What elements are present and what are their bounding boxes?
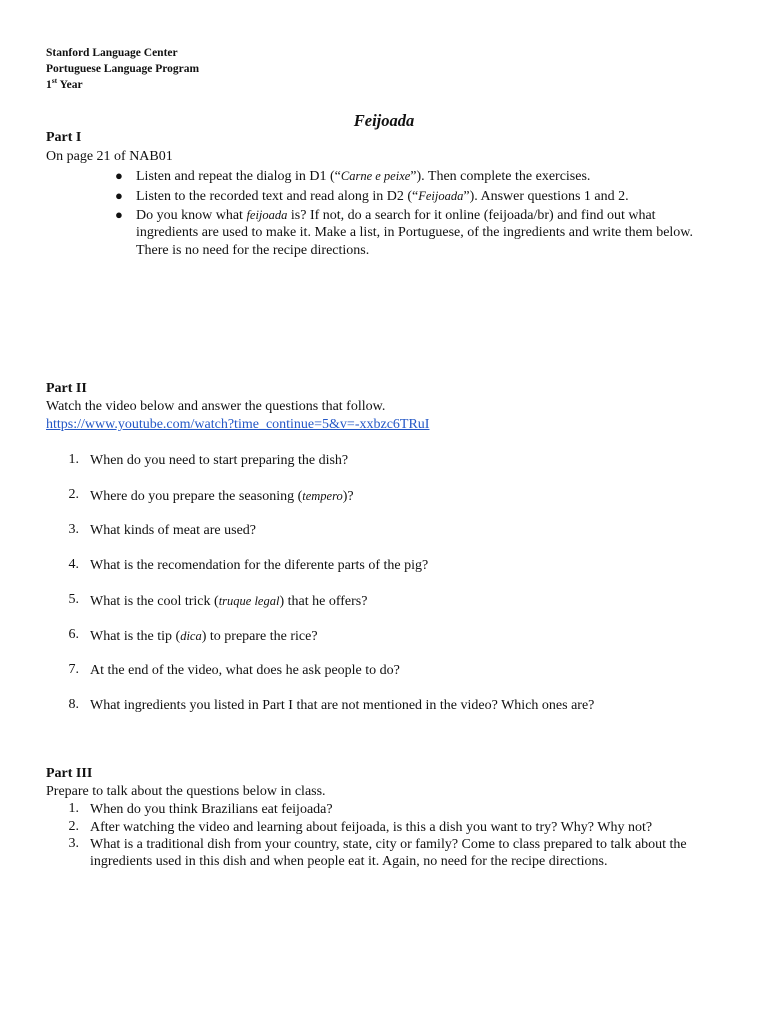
part2-question-7: At the end of the video, what does he ask people to do? <box>90 663 400 678</box>
header-line-3 <box>46 78 83 93</box>
bullet-3-text-b: feijoada <box>246 208 288 222</box>
bullet-dot: ● <box>115 168 123 183</box>
q2-text-b: tempero <box>302 489 343 503</box>
question-number: 6. <box>68 627 79 642</box>
question-number: 4. <box>68 557 79 572</box>
part2-question-2 <box>90 487 354 506</box>
bullet-2-text-a: Listen to the recorded text and read along in D2 (“ <box>136 189 419 204</box>
bullet-dot: ● <box>115 188 123 203</box>
part2-question-5 <box>90 592 367 611</box>
part2-heading: Part II <box>46 381 87 396</box>
q5-text-a: What is the cool trick ( <box>90 594 219 609</box>
page-title: Feijoada <box>353 111 415 130</box>
year-suffix: st <box>51 76 58 86</box>
q2-text-c: )? <box>342 489 354 504</box>
question-number: 1. <box>68 452 79 467</box>
part2-question-8: What ingredients you listed in Part I that are not mentioned in the video? Which ones are? <box>90 698 595 713</box>
part1-bullet-3 <box>136 206 656 225</box>
year-label: Year <box>57 79 83 91</box>
q5-text-b: truque legal <box>218 594 280 608</box>
part3-question-1: When do you think Brazilians eat feijoada? <box>90 802 333 817</box>
bullet-1-text-b: Carne e peixe <box>340 169 411 183</box>
question-number: 3. <box>68 836 79 851</box>
bullet-2-text-c: ”). Answer questions 1 and 2. <box>463 189 629 204</box>
q6-text-b: dica <box>180 629 202 643</box>
part1-intro: On page 21 of NAB01 <box>46 149 173 164</box>
part3-question-3-line-2: ingredients used in this dish and when people eat it. Again, no need for the recipe directions. <box>90 854 608 869</box>
bullet-dot: ● <box>115 207 123 222</box>
bullet-2-text-b: Feijoada <box>418 189 464 203</box>
question-number: 7. <box>68 662 79 677</box>
question-number: 8. <box>68 697 79 712</box>
question-number: 2. <box>68 487 79 502</box>
part1-bullet-3-line-2: ingredients are used to make it. Make a list, in Portuguese, of the ingredients and write them below. <box>136 225 694 240</box>
part2-intro: Watch the video below and answer the questions that follow. <box>46 399 386 414</box>
bullet-3-text-c: is? If not, do a search for it online (feijoada/br) and find out what <box>287 208 656 223</box>
bullet-1-text-a: Listen and repeat the dialog in D1 (“ <box>136 169 341 184</box>
q2-text-a: Where do you prepare the seasoning ( <box>90 489 303 504</box>
part1-bullet-2 <box>136 187 629 206</box>
part3-question-3: What is a traditional dish from your country, state, city or family? Come to class prepared to talk about the <box>90 837 687 852</box>
part3-intro: Prepare to talk about the questions below in class. <box>46 784 326 799</box>
part1-bullet-3-line-3: There is no need for the recipe directions. <box>136 243 370 258</box>
bullet-1-text-c: ”). Then complete the exercises. <box>410 169 591 184</box>
q6-text-a: What is the tip ( <box>90 629 181 644</box>
year-number: 1 <box>46 79 52 91</box>
part2-question-3: What kinds of meat are used? <box>90 523 256 538</box>
part2-question-4: What is the recomendation for the diferente parts of the pig? <box>90 558 429 573</box>
question-number: 1. <box>68 801 79 816</box>
question-number: 2. <box>68 819 79 834</box>
header-line-2: Portuguese Language Program <box>46 63 200 75</box>
video-link[interactable]: https://www.youtube.com/watch?time_continue=5&v=-xxbzc6TRuI <box>46 417 430 432</box>
part3-question-2: After watching the video and learning about feijoada, is this a dish you want to try? Why? Why not? <box>90 820 653 835</box>
part2-question-6 <box>90 627 318 646</box>
question-number: 5. <box>68 592 79 607</box>
q6-text-c: ) to prepare the rice? <box>201 629 318 644</box>
q5-text-c: ) that he offers? <box>279 594 368 609</box>
part3-heading: Part III <box>46 766 93 781</box>
header-line-1: Stanford Language Center <box>46 47 178 59</box>
part1-heading: Part I <box>46 130 82 145</box>
part1-bullet-1 <box>136 167 590 186</box>
question-number: 3. <box>68 522 79 537</box>
bullet-3-text-a: Do you know what <box>136 208 247 223</box>
part2-question-1: When do you need to start preparing the dish? <box>90 453 349 468</box>
